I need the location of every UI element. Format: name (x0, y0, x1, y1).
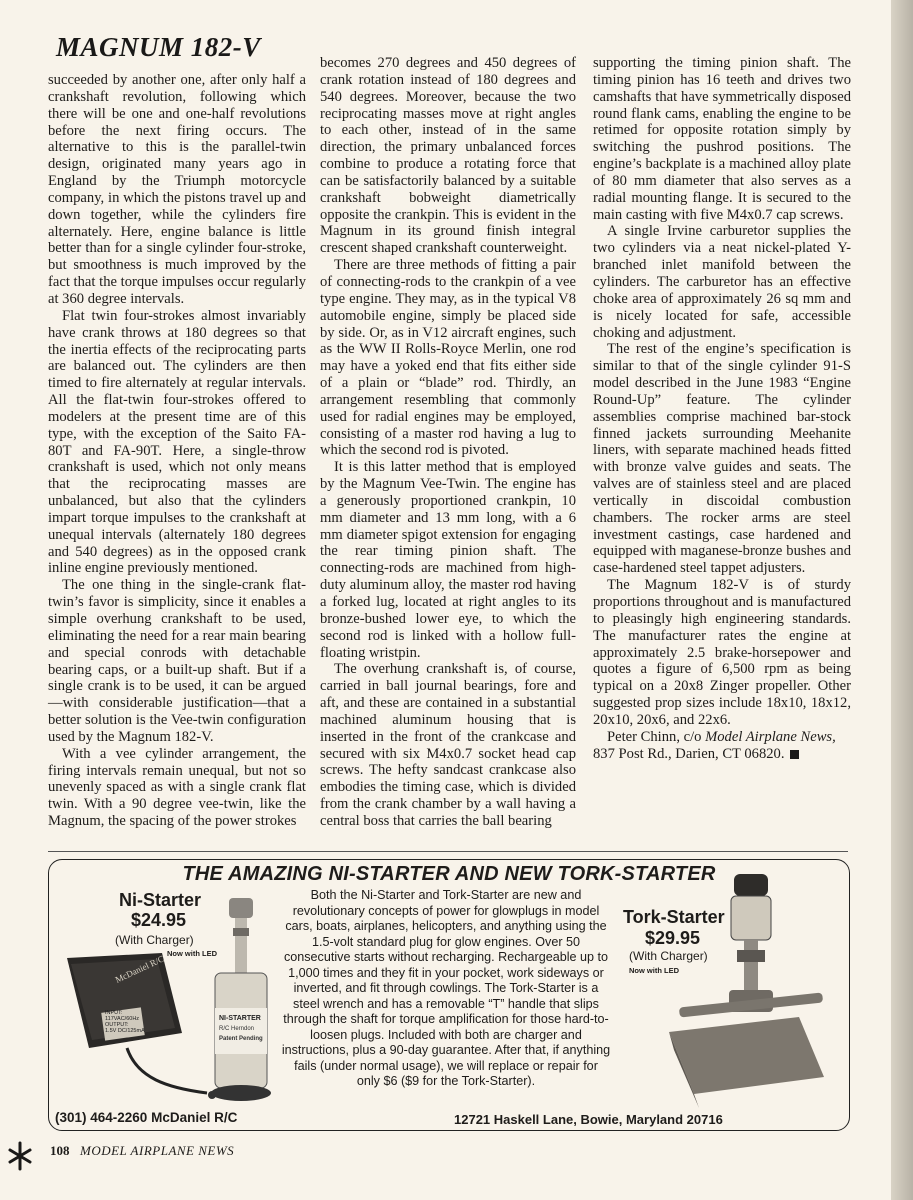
svg-text:117VAC/60Hz: 117VAC/60Hz (105, 1016, 140, 1022)
torkstarter-product-photo (639, 872, 839, 1112)
nistarter-charger-note: (With Charger) (115, 933, 194, 947)
nistarter-product-photo (57, 888, 282, 1110)
end-of-article-mark (790, 750, 799, 759)
ad-body-text: Both the Ni-Starter and Tork-Starter are new and revolutionary concepts of power for glowplugs in model cars, boats, airplanes, helicopters, and anything using the 1.5-volt standard plug for glow engines. Over 50 consecutive starts without recharging. Rechargeable up to 1,000 times and they fit in your pocket, work sideways or inverted, and fit through cowlings. The Tork-Starter is a steel wrench and has a removable “T” handle that slips through the shaft for torque amplification for those hard-to-loosen plugs. Included with both are charger and instructions, plus a 90-day guarantee. After that, if anything fails (under normal usage), we will replace or repair for only $6 ($9 for the Tork-Starter). (281, 888, 611, 1088)
advertisement-box (48, 859, 850, 1131)
signature-magazine: Model Airplane News, (705, 728, 836, 745)
svg-text:McDaniel R/C: McDaniel R/C (113, 953, 166, 985)
paragraph: There are three methods of fitting a pair of connecting-rods to the crankpin of a vee type engine. They may, as in the typical V8 automobile engine, simply be placed side by side. Or, as in V12 aircraft engines, such as the WW II Rolls-Royce Merlin, one rod may have a yoked end that fits either side of a plain or “blade” rod. Thirdly, an arrangement resembling that commonly used for radial engines may be employed, consisting of a master rod having a lug to which the second rod is pivoted. (320, 257, 576, 459)
asterisk-icon (8, 1141, 32, 1171)
column-3 (593, 55, 851, 762)
paragraph: The rest of the engine’s specification is similar to that of the single cylinder 91-S model described in the June 1983 “Engine Round-Up” feature. The cylinder assemblies comprise machined bar-stock finned jackets surrounding Meehanite liners, with separate machined heads fitted with bronze valve guides and seats. The valves are of stainless steel and are placed vertically in discoidal combustion chambers. The rocker arms are steel investment castings, case hardened and equipped with maganese-bronze bushes and case-hardened steel tappet adjusters. (593, 341, 851, 577)
torkstarter-name: Tork-Starter (623, 907, 725, 927)
svg-text:OUTPUT:: OUTPUT: (105, 1022, 129, 1028)
paragraph: succeeded by another one, after only half a crankshaft revolution, following which there will be one and one-half revolutions before the next firing occurs. The alternative to this is the parallel-twin design, originated many years ago in England by the Triumph motorcycle company, in which the pistons travel up and down together, while the cylinders fire alternately. Here, engine balance is little better than for a single cylinder four-stroke, but smoothness is much improved by the fact that the torque impulses occur regularly at 360 degree intervals. (48, 72, 306, 307)
article-title: MAGNUM 182-V (56, 32, 261, 62)
torkstarter-led-note: Now with LED (629, 966, 679, 975)
ad-phone: (301) 464-2260 McDaniel R/C (55, 1110, 238, 1125)
page-edge (891, 0, 913, 1200)
torkstarter-wrench-icon (669, 874, 824, 1108)
page-number: 108 (50, 1143, 70, 1158)
column-1 (48, 72, 306, 830)
paragraph: supporting the timing pinion shaft. The timing pinion has 16 teeth and drives two camshafts that have symmetrically disposed round flank cams, enabling the engine to be retimed for opposite rotation simply by switching the pushrod positions. The engine’s backplate is a machined alloy plate of 80 mm diameter that also serves as a radial mounting flange. It is secured to the main casting with five M4x0.7 cap screws. (593, 55, 851, 223)
ad-address: 12721 Haskell Lane, Bowie, Maryland 20716 (454, 1112, 723, 1127)
paragraph: With a vee cylinder arrangement, the firing intervals remain unequal, but not so unevenly spaced as with a single crank flat twin. With a 90 degree vee-twin, like the Magnum, the spacing of the power strokes (48, 745, 306, 830)
paragraph: The overhung crankshaft is, of course, carried in ball journal bearings, fore and aft, and these are contained in a substantial machined aluminum housing that is inserted in the front of the crankcase and secured with six M4x0.7 socket head cap screws. The hefty sandcast crankcase also embodies the timing case, which is divided from the crank chamber by a wall having a central boss that carries the ball bearing (320, 661, 576, 829)
paragraph: The one thing in the single-crank flat-twin’s favor is simplicity, since it enables a simple overhung crankshaft to be used, eliminating the need for a rear main bearing and special conrods with detachable bearing caps, or a built-up shaft. But if a single crank is to be used, it can be argued—with considerable justification—that a better solution is the Vee-twin configuration used by the Magnum 182-V. (48, 577, 306, 745)
paragraph: A single Irvine carburetor supplies the two cylinders via a neat nickel-plated Y-branched inlet manifold between the cylinders. The carburetor has an effective choke area of approximately 26 sq mm and is nicely located for safe, accessible choking and adjustment. (593, 223, 851, 341)
svg-text:Patent Pending: Patent Pending (219, 1036, 263, 1042)
nistarter-name: Ni-Starter (119, 890, 202, 910)
section-divider (48, 851, 848, 852)
svg-text:INPUT:: INPUT: (105, 1010, 123, 1016)
torkstarter-price: $29.95 (645, 928, 701, 948)
svg-text:1.5V DC/125mA: 1.5V DC/125mA (105, 1028, 145, 1034)
charger-icon (67, 953, 216, 1099)
paragraph: It is this latter method that is employed by the Magnum Vee-Twin. The engine has a generously proportioned crankpin, 10 mm diameter and 13 mm long, with a 6 mm diameter spigot extension for engaging the rear timing pinion shaft. The connecting-rods are machined from high-duty aluminum alloy, the master rod having a forked lug, located at right angles to its bronze-bushed lower eye, to which the second rod is linked with a hollow full-floating wristpin. (320, 459, 576, 661)
ad-headline: THE AMAZING NI-STARTER AND NEW TORK-STARTER (182, 863, 716, 885)
nistarter-price: $24.95 (131, 910, 187, 930)
paragraph: The Magnum 182-V is of sturdy proportions throughout and is manufactured to pleasingly high engineering standards. The manufacturer rates the engine at approximately 2.5 brake-horsepower and quotes a figure of 6,500 rpm as being typical on a 20x8 Zinger propeller. Other suggested prop sizes include 18x10, 18x12, 20x10, 20x6, and 22x6. (593, 577, 851, 728)
column-2 (320, 55, 576, 830)
signature-address: 837 Post Rd., Darien, CT 06820. (593, 745, 785, 762)
svg-text:R/C Herndon: R/C Herndon (219, 1026, 255, 1032)
svg-text:NI-STARTER: NI-STARTER (219, 1015, 261, 1022)
magazine-name: MODEL AIRPLANE NEWS (80, 1143, 235, 1158)
paragraph: Flat twin four-strokes almost invariably have crank throws at 180 degrees so that the inertia effects of the reciprocating parts are balanced out. The cylinders are then timed to fire alternately at regular intervals. All the flat-twin four-strokes offered to modelers at the present time are of this type, with the exception of the Saito FA-80T and FA-90T. Here, a single-throw crankshaft is used, which not only means that the reciprocating masses are unbalanced, but also that the cylinders impart torque impulses to the crankshaft at unequal intervals (alternately 180 degrees and 540 degrees) as in the opposed crank inline engine previously mentioned. (48, 307, 306, 577)
nistarter-bottle-icon (211, 898, 271, 1101)
signature-name: Peter Chinn, c/o (607, 728, 706, 745)
torkstarter-charger-note: (With Charger) (629, 949, 708, 963)
author-signature (593, 729, 851, 763)
nistarter-led-note: Now with LED (167, 949, 217, 958)
paragraph: becomes 270 degrees and 450 degrees of crank rotation instead of 180 degrees and 540 degrees. Moreover, because the two reciprocating masses move at right angles to each other, instead of in the same direction, the primary unbalanced forces combine to produce a rotating force that can be satisfactorily balanced by a suitable crankshaft bobweight diametrically opposite the crankpin. This is evident in the Magnum in its ground finish integral crescent shaped crankshaft counterweight. (320, 55, 576, 257)
